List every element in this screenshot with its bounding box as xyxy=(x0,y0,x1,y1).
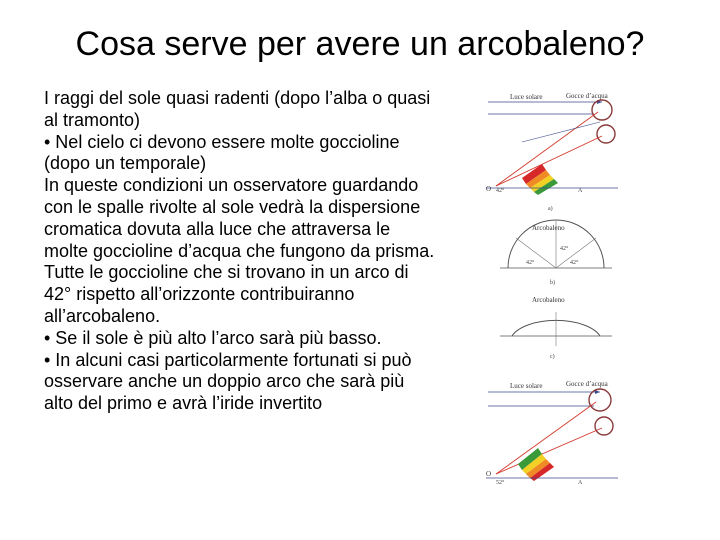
point-label: A xyxy=(578,480,583,486)
panel-d xyxy=(486,380,618,486)
water-drop-icon xyxy=(592,100,612,120)
spectrum-band xyxy=(522,164,558,195)
text-line: I raggi del sole quasi radenti (dopo l’alba o quasi xyxy=(44,88,431,108)
angle-label: 52° xyxy=(496,480,505,486)
water-drop-icon xyxy=(597,125,615,143)
rainbow-label: Arcobaleno xyxy=(532,296,565,304)
slide-body xyxy=(44,88,484,415)
axis-line xyxy=(516,238,556,268)
angle-label: 42° xyxy=(526,260,535,266)
text-line: cromatica dovuta alla luce che attraversa le xyxy=(44,218,391,239)
observer-label: O xyxy=(486,185,492,193)
text-line: all’arcobaleno. xyxy=(44,305,161,326)
drops-label: Gocce d’acqua xyxy=(566,92,608,100)
water-drop-icon xyxy=(595,417,613,435)
text-line: • In alcuni casi particolarmente fortunati si può xyxy=(44,349,412,370)
text-line: con le spalle rivolte al sole vedrà la dispersione xyxy=(44,196,421,217)
rainbow-diagram-svg xyxy=(482,82,622,492)
text-line: • Nel cielo ci devono essere molte goccioline xyxy=(44,131,400,152)
text-line: In queste condizioni un osservatore guardando xyxy=(44,175,419,196)
sun-light-label: Luce solare xyxy=(510,93,543,101)
text-line: 42° rispetto all’orizzonte contribuiranno xyxy=(44,284,355,305)
rainbow-label: Arcobaleno xyxy=(532,224,565,232)
observer-label: O xyxy=(486,470,492,478)
text-line: al tramonto) xyxy=(44,109,141,130)
panel-caption: a) xyxy=(548,206,553,212)
text-line: • Se il sole è più alto l’arco sarà più basso. xyxy=(44,327,382,348)
text-line: alto del primo e avrà l’iride invertito xyxy=(44,393,323,414)
angle-label: 42° xyxy=(560,246,569,252)
panel-a xyxy=(486,92,618,212)
text-line: molte goccioline d’acqua che fungono da prisma. xyxy=(44,240,435,261)
text-line: Tutte le goccioline che si trovano in un arco di xyxy=(44,262,409,283)
angle-label: 42° xyxy=(496,188,505,194)
spectrum-band xyxy=(518,448,554,481)
panel-caption: c) xyxy=(550,354,555,360)
rainbow-diagram xyxy=(482,82,622,492)
text-line: osservare anche un doppio arco che sarà più xyxy=(44,371,405,392)
panel-caption: b) xyxy=(550,280,555,286)
drops-label: Gocce d’acqua xyxy=(566,380,608,388)
slide-title: Cosa serve per avere un arcobaleno? xyxy=(75,25,645,63)
angle-label: 42° xyxy=(570,260,579,266)
point-label: A xyxy=(578,188,583,194)
panel-b xyxy=(500,220,612,286)
sun-light-label: Luce solare xyxy=(510,382,543,390)
panel-c xyxy=(500,296,612,360)
text-line: (dopo un temporale) xyxy=(44,153,207,174)
